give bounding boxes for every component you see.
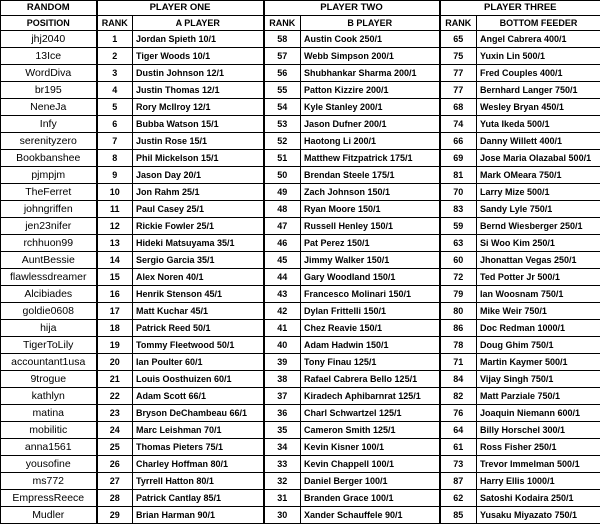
- rank-three-cell: 85: [440, 507, 477, 524]
- player-one-cell: Brian Harman 90/1: [133, 507, 264, 524]
- table-row: [1, 235, 600, 252]
- player-two-cell: Adam Hadwin 150/1: [301, 337, 440, 354]
- rank-two-cell: 30: [264, 507, 301, 524]
- rank-one-cell: 27: [97, 473, 133, 490]
- rank-three-cell: 74: [440, 116, 477, 133]
- position-cell: Infy: [1, 116, 97, 133]
- player-three-cell: Larry Mize 500/1: [477, 184, 600, 201]
- position-cell: anna1561: [1, 439, 97, 456]
- table-row: [1, 388, 600, 405]
- player-two-cell: Tony Finau 125/1: [301, 354, 440, 371]
- rank-two-cell: 40: [264, 337, 301, 354]
- player-two-cell: Daniel Berger 100/1: [301, 473, 440, 490]
- player-three-cell: Yuxin Lin 500/1: [477, 48, 600, 65]
- rank-two-cell: 39: [264, 354, 301, 371]
- table-row: [1, 82, 600, 99]
- rank-one-cell: 23: [97, 405, 133, 422]
- player-two-cell: Zach Johnson 150/1: [301, 184, 440, 201]
- rank-two-cell: 55: [264, 82, 301, 99]
- rank-one-cell: 5: [97, 99, 133, 116]
- player-three-cell: Harry Ellis 1000/1: [477, 473, 600, 490]
- table-row: [1, 320, 600, 337]
- position-cell: 13Ice: [1, 48, 97, 65]
- rank-three-cell: 65: [440, 31, 477, 48]
- player-two-cell: Patton Kizzire 200/1: [301, 82, 440, 99]
- table-row: [1, 473, 600, 490]
- rank-three-cell: 69: [440, 150, 477, 167]
- rank-two-cell: 54: [264, 99, 301, 116]
- rank-three-cell: 76: [440, 405, 477, 422]
- rank-two-cell: 48: [264, 201, 301, 218]
- table-row: [1, 490, 600, 507]
- header-player-two: PLAYER TWO: [264, 1, 440, 16]
- position-cell: WordDiva: [1, 65, 97, 82]
- rank-two-cell: 37: [264, 388, 301, 405]
- player-two-cell: Russell Henley 150/1: [301, 218, 440, 235]
- player-one-cell: Thomas Pieters 75/1: [133, 439, 264, 456]
- table-row: [1, 303, 600, 320]
- player-two-cell: Haotong Li 200/1: [301, 133, 440, 150]
- rank-three-cell: 60: [440, 252, 477, 269]
- rank-one-cell: 22: [97, 388, 133, 405]
- rank-one-cell: 16: [97, 286, 133, 303]
- player-three-cell: Angel Cabrera 400/1: [477, 31, 600, 48]
- rank-three-cell: 59: [440, 218, 477, 235]
- player-three-cell: Joaquin Niemann 600/1: [477, 405, 600, 422]
- position-cell: rchhuon99: [1, 235, 97, 252]
- player-one-cell: Jon Rahm 25/1: [133, 184, 264, 201]
- player-one-cell: Jordan Spieth 10/1: [133, 31, 264, 48]
- player-one-cell: Ian Poulter 60/1: [133, 354, 264, 371]
- rank-two-cell: 34: [264, 439, 301, 456]
- position-cell: NeneJa: [1, 99, 97, 116]
- rank-one-cell: 15: [97, 269, 133, 286]
- player-two-cell: Austin Cook 250/1: [301, 31, 440, 48]
- player-two-cell: Webb Simpson 200/1: [301, 48, 440, 65]
- player-two-cell: Jimmy Walker 150/1: [301, 252, 440, 269]
- player-one-cell: Justin Thomas 12/1: [133, 82, 264, 99]
- header-a-player: A PLAYER: [133, 16, 264, 31]
- rank-three-cell: 79: [440, 286, 477, 303]
- header-rank-1: RANK: [97, 16, 133, 31]
- player-two-cell: Chez Reavie 150/1: [301, 320, 440, 337]
- rank-three-cell: 81: [440, 167, 477, 184]
- rank-two-cell: 43: [264, 286, 301, 303]
- player-one-cell: Patrick Cantlay 85/1: [133, 490, 264, 507]
- player-three-cell: Ross Fisher 250/1: [477, 439, 600, 456]
- rank-three-cell: 82: [440, 388, 477, 405]
- player-two-cell: Cameron Smith 125/1: [301, 422, 440, 439]
- rank-one-cell: 24: [97, 422, 133, 439]
- rank-two-cell: 46: [264, 235, 301, 252]
- player-three-cell: Yuta Ikeda 500/1: [477, 116, 600, 133]
- rank-three-cell: 75: [440, 48, 477, 65]
- rank-two-cell: 44: [264, 269, 301, 286]
- header-row-top: [1, 1, 600, 16]
- rank-two-cell: 31: [264, 490, 301, 507]
- player-three-cell: Fred Couples 400/1: [477, 65, 600, 82]
- position-cell: ms772: [1, 473, 97, 490]
- player-three-cell: Martin Kaymer 500/1: [477, 354, 600, 371]
- player-three-cell: Sandy Lyle 750/1: [477, 201, 600, 218]
- rank-one-cell: 8: [97, 150, 133, 167]
- table-row: [1, 422, 600, 439]
- rank-one-cell: 25: [97, 439, 133, 456]
- player-two-cell: Rafael Cabrera Bello 125/1: [301, 371, 440, 388]
- header-position: POSITION: [1, 16, 97, 31]
- rank-two-cell: 38: [264, 371, 301, 388]
- rank-one-cell: 17: [97, 303, 133, 320]
- player-three-cell: Doc Redman 1000/1: [477, 320, 600, 337]
- rank-three-cell: 71: [440, 354, 477, 371]
- player-two-cell: Kevin Chappell 100/1: [301, 456, 440, 473]
- position-cell: 9trogue: [1, 371, 97, 388]
- position-cell: jen23nifer: [1, 218, 97, 235]
- header-rank-2: RANK: [264, 16, 301, 31]
- player-three-cell: Si Woo Kim 250/1: [477, 235, 600, 252]
- player-one-cell: Bryson DeChambeau 66/1: [133, 405, 264, 422]
- rank-two-cell: 52: [264, 133, 301, 150]
- player-two-cell: Kiradech Aphibarnrat 125/1: [301, 388, 440, 405]
- rank-one-cell: 1: [97, 31, 133, 48]
- position-cell: TigerToLily: [1, 337, 97, 354]
- rank-one-cell: 10: [97, 184, 133, 201]
- rank-one-cell: 14: [97, 252, 133, 269]
- rank-three-cell: 70: [440, 184, 477, 201]
- position-cell: Bookbanshee: [1, 150, 97, 167]
- rank-three-cell: 64: [440, 422, 477, 439]
- rank-one-cell: 7: [97, 133, 133, 150]
- position-cell: EmpressReece: [1, 490, 97, 507]
- player-one-cell: Marc Leishman 70/1: [133, 422, 264, 439]
- table-row: [1, 116, 600, 133]
- header-random: RANDOM: [1, 1, 97, 16]
- position-cell: goldie0608: [1, 303, 97, 320]
- rank-three-cell: 77: [440, 82, 477, 99]
- player-two-cell: Dylan Frittelli 150/1: [301, 303, 440, 320]
- player-three-cell: Doug Ghim 750/1: [477, 337, 600, 354]
- position-cell: Alcibiades: [1, 286, 97, 303]
- rank-two-cell: 32: [264, 473, 301, 490]
- rank-three-cell: 77: [440, 65, 477, 82]
- rank-three-cell: 68: [440, 99, 477, 116]
- header-b-player: B PLAYER: [301, 16, 440, 31]
- rank-three-cell: 62: [440, 490, 477, 507]
- player-three-cell: Bernd Wiesberger 250/1: [477, 218, 600, 235]
- header-bottom-feeder: BOTTOM FEEDER: [477, 16, 600, 31]
- player-one-cell: Tyrrell Hatton 80/1: [133, 473, 264, 490]
- rank-three-cell: 73: [440, 456, 477, 473]
- rank-one-cell: 13: [97, 235, 133, 252]
- position-cell: pjmpjm: [1, 167, 97, 184]
- table-row: [1, 337, 600, 354]
- position-cell: Mudler: [1, 507, 97, 524]
- rank-three-cell: 84: [440, 371, 477, 388]
- player-one-cell: Charley Hoffman 80/1: [133, 456, 264, 473]
- player-three-cell: Jhonattan Vegas 250/1: [477, 252, 600, 269]
- position-cell: jhj2040: [1, 31, 97, 48]
- player-two-cell: Kevin Kisner 100/1: [301, 439, 440, 456]
- rank-one-cell: 19: [97, 337, 133, 354]
- player-one-cell: Phil Mickelson 15/1: [133, 150, 264, 167]
- player-one-cell: Jason Day 20/1: [133, 167, 264, 184]
- player-two-cell: Kyle Stanley 200/1: [301, 99, 440, 116]
- rank-three-cell: 86: [440, 320, 477, 337]
- player-one-cell: Louis Oosthuizen 60/1: [133, 371, 264, 388]
- position-cell: serenityzero: [1, 133, 97, 150]
- player-one-cell: Sergio Garcia 35/1: [133, 252, 264, 269]
- table-row: [1, 201, 600, 218]
- player-one-cell: Tommy Fleetwood 50/1: [133, 337, 264, 354]
- player-two-cell: Pat Perez 150/1: [301, 235, 440, 252]
- rank-one-cell: 9: [97, 167, 133, 184]
- player-one-cell: Rory McIlroy 12/1: [133, 99, 264, 116]
- table-row: [1, 167, 600, 184]
- rank-one-cell: 2: [97, 48, 133, 65]
- player-three-cell: Trevor Immelman 500/1: [477, 456, 600, 473]
- rank-two-cell: 33: [264, 456, 301, 473]
- header-player-one: PLAYER ONE: [97, 1, 264, 16]
- player-three-cell: Wesley Bryan 450/1: [477, 99, 600, 116]
- player-one-cell: Hideki Matsuyama 35/1: [133, 235, 264, 252]
- table-row: [1, 286, 600, 303]
- rank-one-cell: 3: [97, 65, 133, 82]
- rank-three-cell: 72: [440, 269, 477, 286]
- rank-one-cell: 26: [97, 456, 133, 473]
- table-row: [1, 354, 600, 371]
- rank-one-cell: 21: [97, 371, 133, 388]
- rank-three-cell: 66: [440, 133, 477, 150]
- player-one-cell: Matt Kuchar 45/1: [133, 303, 264, 320]
- rank-one-cell: 11: [97, 201, 133, 218]
- rank-two-cell: 45: [264, 252, 301, 269]
- table-row: [1, 405, 600, 422]
- rank-one-cell: 18: [97, 320, 133, 337]
- rank-one-cell: 6: [97, 116, 133, 133]
- header-row-bottom: [1, 16, 600, 31]
- player-one-cell: Alex Noren 40/1: [133, 269, 264, 286]
- player-three-cell: Danny Willett 400/1: [477, 133, 600, 150]
- table-row: [1, 439, 600, 456]
- player-two-cell: Jason Dufner 200/1: [301, 116, 440, 133]
- rank-one-cell: 4: [97, 82, 133, 99]
- player-one-cell: Henrik Stenson 45/1: [133, 286, 264, 303]
- rank-two-cell: 50: [264, 167, 301, 184]
- player-two-cell: Shubhankar Sharma 200/1: [301, 65, 440, 82]
- position-cell: TheFerret: [1, 184, 97, 201]
- player-one-cell: Dustin Johnson 12/1: [133, 65, 264, 82]
- player-three-cell: Vijay Singh 750/1: [477, 371, 600, 388]
- table-row: [1, 507, 600, 524]
- position-cell: matina: [1, 405, 97, 422]
- player-two-cell: Matthew Fitzpatrick 175/1: [301, 150, 440, 167]
- rank-three-cell: 78: [440, 337, 477, 354]
- table-row: [1, 269, 600, 286]
- rank-two-cell: 53: [264, 116, 301, 133]
- player-one-cell: Paul Casey 25/1: [133, 201, 264, 218]
- player-three-cell: Ian Woosnam 750/1: [477, 286, 600, 303]
- rank-two-cell: 35: [264, 422, 301, 439]
- table-row: [1, 65, 600, 82]
- rank-two-cell: 36: [264, 405, 301, 422]
- player-three-cell: Matt Parziale 750/1: [477, 388, 600, 405]
- table-row: [1, 31, 600, 48]
- table-row: [1, 371, 600, 388]
- rank-three-cell: 80: [440, 303, 477, 320]
- player-three-cell: Jose Maria Olazabal 500/1: [477, 150, 600, 167]
- player-three-cell: Ted Potter Jr 500/1: [477, 269, 600, 286]
- player-two-cell: Francesco Molinari 150/1: [301, 286, 440, 303]
- table-row: [1, 48, 600, 65]
- table-row: [1, 133, 600, 150]
- rank-one-cell: 20: [97, 354, 133, 371]
- rank-two-cell: 58: [264, 31, 301, 48]
- rank-three-cell: 63: [440, 235, 477, 252]
- position-cell: br195: [1, 82, 97, 99]
- player-one-cell: Bubba Watson 15/1: [133, 116, 264, 133]
- player-three-cell: Satoshi Kodaira 250/1: [477, 490, 600, 507]
- position-cell: yousofine: [1, 456, 97, 473]
- rank-two-cell: 41: [264, 320, 301, 337]
- position-cell: accountant1usa: [1, 354, 97, 371]
- position-cell: mobilitic: [1, 422, 97, 439]
- rank-one-cell: 28: [97, 490, 133, 507]
- rank-one-cell: 12: [97, 218, 133, 235]
- position-cell: AuntBessie: [1, 252, 97, 269]
- position-cell: kathlyn: [1, 388, 97, 405]
- header-player-three: PLAYER THREE: [440, 1, 600, 16]
- position-cell: hija: [1, 320, 97, 337]
- player-one-cell: Patrick Reed 50/1: [133, 320, 264, 337]
- player-two-cell: Xander Schauffele 90/1: [301, 507, 440, 524]
- position-cell: johngriffen: [1, 201, 97, 218]
- player-two-cell: Branden Grace 100/1: [301, 490, 440, 507]
- table-row: [1, 456, 600, 473]
- table-row: [1, 99, 600, 116]
- player-one-cell: Justin Rose 15/1: [133, 133, 264, 150]
- table-body: [1, 1, 600, 524]
- table-row: [1, 252, 600, 269]
- player-three-cell: Mark OMeara 750/1: [477, 167, 600, 184]
- position-cell: flawlessdreamer: [1, 269, 97, 286]
- player-one-cell: Rickie Fowler 25/1: [133, 218, 264, 235]
- rank-two-cell: 47: [264, 218, 301, 235]
- player-three-cell: Billy Horschel 300/1: [477, 422, 600, 439]
- rank-two-cell: 49: [264, 184, 301, 201]
- rank-one-cell: 29: [97, 507, 133, 524]
- player-one-cell: Tiger Woods 10/1: [133, 48, 264, 65]
- player-three-cell: Yusaku Miyazato 750/1: [477, 507, 600, 524]
- table-row: [1, 184, 600, 201]
- rank-two-cell: 57: [264, 48, 301, 65]
- header-rank-3: RANK: [440, 16, 477, 31]
- rank-three-cell: 83: [440, 201, 477, 218]
- rank-two-cell: 42: [264, 303, 301, 320]
- rank-two-cell: 56: [264, 65, 301, 82]
- player-two-cell: Gary Woodland 150/1: [301, 269, 440, 286]
- table-row: [1, 218, 600, 235]
- player-two-cell: Brendan Steele 175/1: [301, 167, 440, 184]
- player-two-cell: Ryan Moore 150/1: [301, 201, 440, 218]
- player-three-cell: Mike Weir 750/1: [477, 303, 600, 320]
- rank-three-cell: 61: [440, 439, 477, 456]
- rank-two-cell: 51: [264, 150, 301, 167]
- player-three-cell: Bernhard Langer 750/1: [477, 82, 600, 99]
- player-two-cell: Charl Schwartzel 125/1: [301, 405, 440, 422]
- table-row: [1, 150, 600, 167]
- player-one-cell: Adam Scott 66/1: [133, 388, 264, 405]
- rank-three-cell: 87: [440, 473, 477, 490]
